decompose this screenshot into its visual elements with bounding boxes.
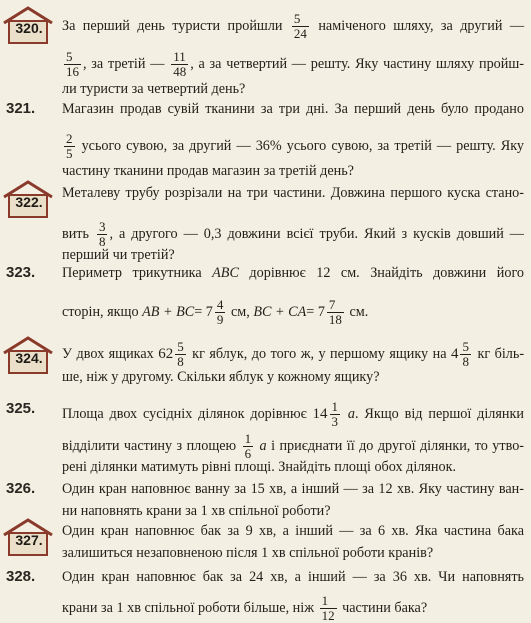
fraction: $\frac{7}{18}$: [328, 297, 342, 327]
problem-number: 328.: [6, 568, 36, 585]
house-marker: [2, 518, 54, 558]
problem-number: 320.: [15, 20, 43, 36]
problem-number: 326.: [6, 480, 36, 497]
house-marker: [2, 336, 54, 376]
fraction: $\frac{5}{16}$: [66, 49, 79, 79]
fraction: $\frac{1}{6}$: [244, 431, 252, 461]
problem-number: 324.: [15, 350, 43, 366]
fraction: $\frac{5}{24}$: [293, 11, 307, 41]
fraction: $\frac{5}{8}$: [462, 339, 469, 369]
house-marker: [2, 180, 54, 220]
problem-number: 321.: [6, 100, 36, 117]
fraction: $\frac{2}{5}$: [66, 131, 73, 161]
fraction: $\frac{1}{3}$: [331, 399, 339, 429]
textbook-page: 320. За перший день туристи пройшли $\frac{5}{24}$ наміченого шляху, за другий — $\frac{5}{16}$ , за третій — $\frac{11}{48}$ , а за четвертий — решту. Яку частину шляху пройш- ли туристи за четвертий день? 321. Магазин продав сувій тканини за три дні. За перший день було продано $\frac{2}{5}$ усього сувою, за другий — 36% усього сувою, за третій — решту. Яку частину тканини продав магазин за третій день? 322. Металеву трубу розрізали на три частини. Довжина першого куска стано- вить $\frac{3}{8}$ , а другого — 0,3 довжини всієї труби. Який з кусків довший — перший чи третій? 323. Периметр трикутника ABC дорівнює 12 см. Знайдіть довжини його сторін, якщо AB + BC= 7 $\frac{4}{9}$ см, BC + CA= 7 $\frac{7}{18}$ см. 324. У двох ящиках 62 $\frac{5}{8}$ кг яблук, до того ж, у першому ящику на 4 $\frac{5}{8}$ кг біль- ше, ніж у другому. Скільки яблук у кожному ящику? 325. Площа двох сусідніх ділянок дорівнює 14 $\frac{1}{3}$ a. Якщо від першої ділянки відділити частину з площею $\frac{1}{6}$ a і приєднати її до другої ділянки, то утво- рені ділянки матимуть рівні площі. Знайдіть площі обох ділянок. 326. Один кран наповнює ванну за 15 хв, а інший — за 12 хв. Яку частину ван- ни наповнять крани за 1 хв спільної роботи? 327. Один кран наповнює бак за 9 хв, а інший — за 6 хв. Яка частина бака залишиться незаповненою після 1 хв спільної роботи кранів? 328. Один кран наповнює бак за 24 хв, а інший — за 36 хв. Чи наповнять крани за 1 хв спільної роботи більше, ніж $\frac{1}{12}$ частини бака?: [0, 0, 531, 622]
problem-number: 322.: [15, 194, 43, 210]
fraction: $\frac{11}{48}$: [173, 49, 187, 79]
problem-number: 327.: [15, 532, 43, 548]
fraction: $\frac{5}{8}$: [177, 339, 184, 369]
fraction: $\frac{1}{12}$: [321, 593, 335, 623]
house-marker: [2, 6, 54, 46]
fraction: $\frac{3}{8}$: [98, 219, 106, 249]
fraction: $\frac{4}{9}$: [216, 297, 224, 327]
problem-number: 325.: [6, 400, 36, 417]
problem-number: 323.: [6, 264, 36, 281]
